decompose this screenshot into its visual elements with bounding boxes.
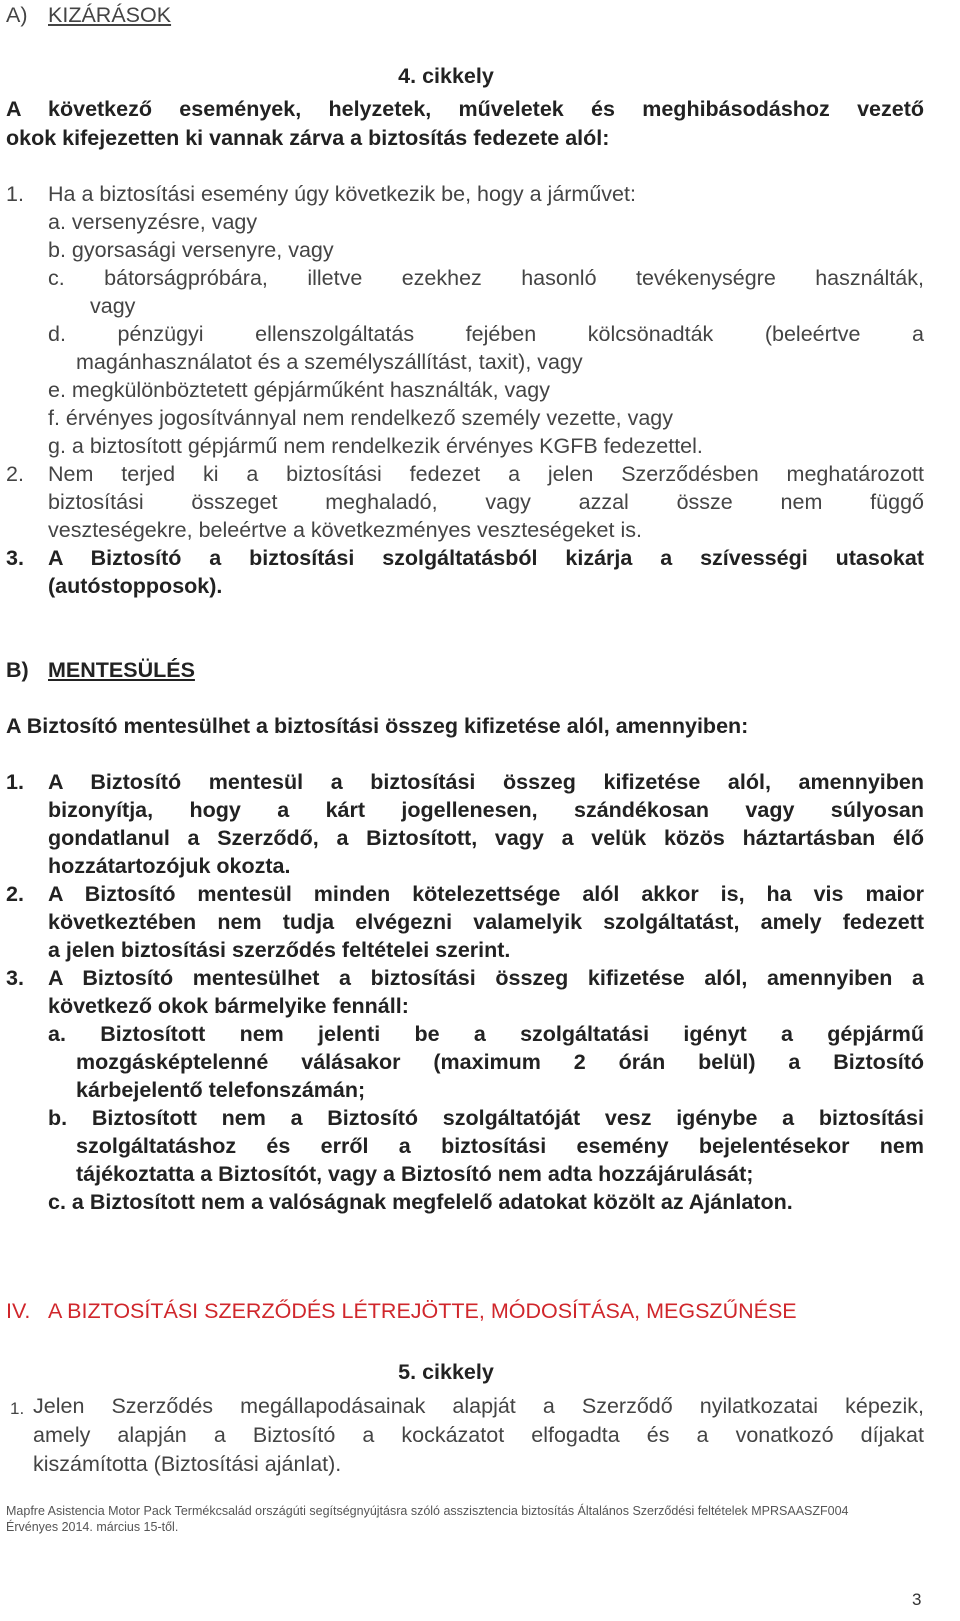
exemption-3-line-1: A Biztosító mentesülhet a biztosítási összeg kifizetése alól, amennyiben a	[48, 966, 924, 990]
exclusion-1-sub-a: a. versenyzésre, vagy	[48, 210, 258, 234]
article-4-intro-line-1: A következő események, helyzetek, műveletek és meghibásodáshoz vezető	[6, 97, 924, 121]
exemption-3-sub-a-line-2: mozgásképtelenné válásakor (maximum 2 órán belül) a Biztosító	[76, 1050, 924, 1074]
exclusion-1-sub-f: f. érvényes jogosítvánnyal nem rendelkező személy vezette, vagy	[48, 406, 674, 430]
exemption-3-sub-b-line-3: tájékoztatta a Biztosítót, vagy a Biztosító nem adta hozzájárulását;	[76, 1162, 754, 1186]
exemption-1-line-3: gondatlanul a Szerződő, a Biztosított, vagy a velük közös háztartásban élő	[48, 826, 924, 850]
section-b-intro: A Biztosító mentesülhet a biztosítási összeg kifizetése alól, amennyiben:	[6, 714, 749, 738]
exclusion-3-line-1: A Biztosító a biztosítási szolgáltatásból kizárja a szívességi utasokat	[48, 546, 924, 570]
exemption-2-number: 2.	[6, 882, 24, 906]
section-iv-label: IV.	[6, 1299, 31, 1323]
exemption-3-number: 3.	[6, 966, 24, 990]
article-4-intro-line-2: okok kifejezetten ki vannak zárva a biztosítás fedezete alól:	[6, 126, 610, 150]
exclusion-1-sub-c-line-2: vagy	[90, 294, 136, 318]
exemption-1-number: 1.	[6, 770, 24, 794]
exemption-3-sub-b-line-2: szolgáltatáshoz és erről a biztosítási esemény bejelentésekor nem	[76, 1134, 924, 1158]
exemption-1-line-1: A Biztosító mentesül a biztosítási összeg kifizetése alól, amennyiben	[48, 770, 924, 794]
exemption-2-line-2: következtében nem tudja elvégezni valamelyik szolgáltatást, amely fedezett	[48, 910, 924, 934]
exemption-3-sub-a-line-3: kárbejelentő telefonszámán;	[76, 1078, 366, 1102]
exclusion-2-line-3: veszteségekre, beleértve a következményes veszteségeket is.	[48, 518, 642, 542]
exclusion-1-text: Ha a biztosítási esemény úgy következik be, hogy a járművet:	[48, 182, 636, 206]
section-b-title: MENTESÜLÉS	[48, 658, 195, 682]
article-4-heading: 4. cikkely	[398, 64, 494, 88]
section-b-label: B)	[6, 658, 29, 682]
exclusion-1-sub-g: g. a biztosított gépjármű nem rendelkezik érvényes KGFB fedezettel.	[48, 434, 703, 458]
section-a-label: A)	[6, 3, 28, 27]
exemption-3-line-2: következő okok bármelyike fennáll:	[48, 994, 409, 1018]
article-5-item-1-number: 1.	[10, 1399, 25, 1418]
footer-effective-date: Érvényes 2014. március 15-től.	[6, 1520, 179, 1534]
exclusion-1-sub-c-line-1: c. bátorságpróbára, illetve ezekhez hasonló tevékenységre használták,	[48, 266, 924, 290]
exclusion-2-line-2: biztosítási összeget meghaladó, vagy azzal össze nem függő	[48, 490, 924, 514]
exclusion-1-sub-d-line-2: magánhasználatot és a személyszállítást, taxit), vagy	[76, 350, 583, 374]
article-5-item-1-line-2: amely alapján a Biztosító a kockázatot elfogadta és a vonatkozó díjakat	[33, 1423, 924, 1447]
exemption-3-sub-c: c. a Biztosított nem a valóságnak megfelelő adatokat közölt az Ajánlaton.	[48, 1190, 793, 1214]
exclusion-1-sub-e: e. megkülönböztetett gépjárműként használták, vagy	[48, 378, 550, 402]
exclusion-1-number: 1.	[6, 182, 24, 206]
exclusion-2-line-1: Nem terjed ki a biztosítási fedezet a jelen Szerződésben meghatározott	[48, 462, 924, 486]
exemption-3-sub-b-line-1: b. Biztosított nem a Biztosító szolgáltatóját vesz igénybe a biztosítási	[48, 1106, 924, 1130]
footer-document-title: Mapfre Asistencia Motor Pack Termékcsalád országúti segítségnyújtásra szóló asszisztencia biztosítás Általános Szerződési feltételek MPRSAASZF004	[6, 1504, 849, 1518]
exclusion-2-number: 2.	[6, 462, 24, 486]
section-iv-title: A BIZTOSÍTÁSI SZERZŐDÉS LÉTREJÖTTE, MÓDOSÍTÁSA, MEGSZŰNÉSE	[48, 1299, 797, 1323]
exemption-2-line-1: A Biztosító mentesül minden kötelezettsége alól akkor is, ha vis maior	[48, 882, 924, 906]
exclusion-1-sub-d-line-1: d. pénzügyi ellenszolgáltatás fejében kölcsönadták (beleértve a	[48, 322, 924, 346]
exemption-3-sub-a-line-1: a. Biztosított nem jelenti be a szolgáltatási igényt a gépjármű	[48, 1022, 924, 1046]
section-a-title: KIZÁRÁSOK	[48, 3, 172, 27]
article-5-heading: 5. cikkely	[398, 1360, 494, 1384]
article-5-item-1-line-1: Jelen Szerződés megállapodásainak alapját a Szerződő nyilatkozatai képezik,	[33, 1394, 924, 1418]
article-5-item-1-line-3: kiszámította (Biztosítási ajánlat).	[33, 1452, 342, 1476]
page-number: 3	[912, 1590, 922, 1609]
exclusion-3-line-2: (autóstopposok).	[48, 574, 223, 598]
exemption-2-line-3: a jelen biztosítási szerződés feltételei szerint.	[48, 938, 511, 962]
exclusion-3-number: 3.	[6, 546, 24, 570]
exemption-1-line-4: hozzátartozójuk okozta.	[48, 854, 291, 878]
exemption-1-line-2: bizonyítja, hogy a kárt jogellenesen, szándékosan vagy súlyosan	[48, 798, 924, 822]
exclusion-1-sub-b: b. gyorsasági versenyre, vagy	[48, 238, 334, 262]
